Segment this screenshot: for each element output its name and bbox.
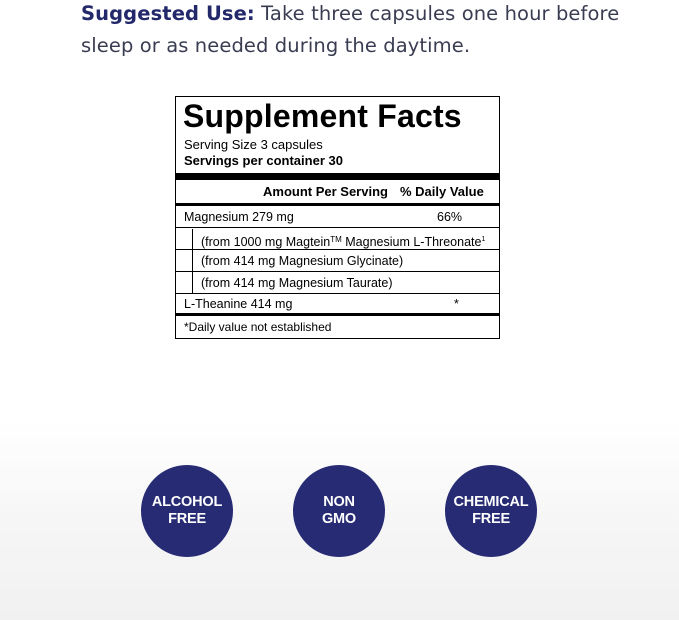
suggested-use-line-1 <box>81 0 641 30</box>
facts-row-magnesium <box>184 206 499 227</box>
badge-line-1: CHEMICAL <box>453 494 529 510</box>
header-daily-value: % Daily Value <box>400 184 484 199</box>
header-amount-per-serving: Amount Per Serving <box>263 184 388 199</box>
suggested-use-text-2: sleep or as needed during the daytime. <box>81 34 471 57</box>
nutrient-dv: 66% <box>437 210 463 224</box>
facts-header-row <box>176 180 499 203</box>
trademark-mark: TM <box>330 235 342 244</box>
threonate-text: Magnesium L-Threonate <box>341 235 482 249</box>
badge-alcohol-free <box>141 465 233 557</box>
facts-row-taurate <box>201 272 499 293</box>
servings-per-container: Servings per container 30 <box>184 153 343 168</box>
nutrient-name: (from 414 mg Magnesium Glycinate) <box>201 254 404 268</box>
indent-guide <box>192 229 193 293</box>
magtein-text: (from 1000 mg Magtein <box>201 235 331 249</box>
badge-non-gmo <box>293 465 385 557</box>
facts-row-glycinate <box>201 250 499 271</box>
serving-size: Serving Size 3 capsules <box>184 137 323 152</box>
badge-line-2: FREE <box>472 511 510 527</box>
nutrient-dv: * <box>454 297 459 311</box>
facts-title: Supplement Facts <box>183 98 462 134</box>
nutrient-name: Magnesium 279 mg <box>184 210 294 224</box>
suggested-use-label: Suggested Use: <box>81 2 255 25</box>
badge-chemical-free <box>445 465 537 557</box>
thick-divider <box>176 173 499 180</box>
facts-row-theanine <box>184 293 499 314</box>
nutrient-name: L-Theanine 414 mg <box>184 297 293 311</box>
facts-row-magtein <box>201 228 499 249</box>
suggested-use-text-1: Take three capsules one hour before <box>254 2 620 25</box>
badge-line-2: FREE <box>168 511 206 527</box>
badge-line-2: GMO <box>321 511 357 527</box>
supplement-facts-panel <box>175 96 500 339</box>
suggested-use <box>81 0 641 62</box>
footnote-ref: 1 <box>481 236 486 243</box>
badge-line-1: NON <box>323 494 355 510</box>
badge-line-1: ALCOHOL <box>151 494 223 510</box>
nutrient-name: (from 414 mg Magnesium Taurate) <box>201 276 393 290</box>
bottom-divider <box>176 313 499 316</box>
facts-footnote: *Daily value not established <box>184 320 332 334</box>
